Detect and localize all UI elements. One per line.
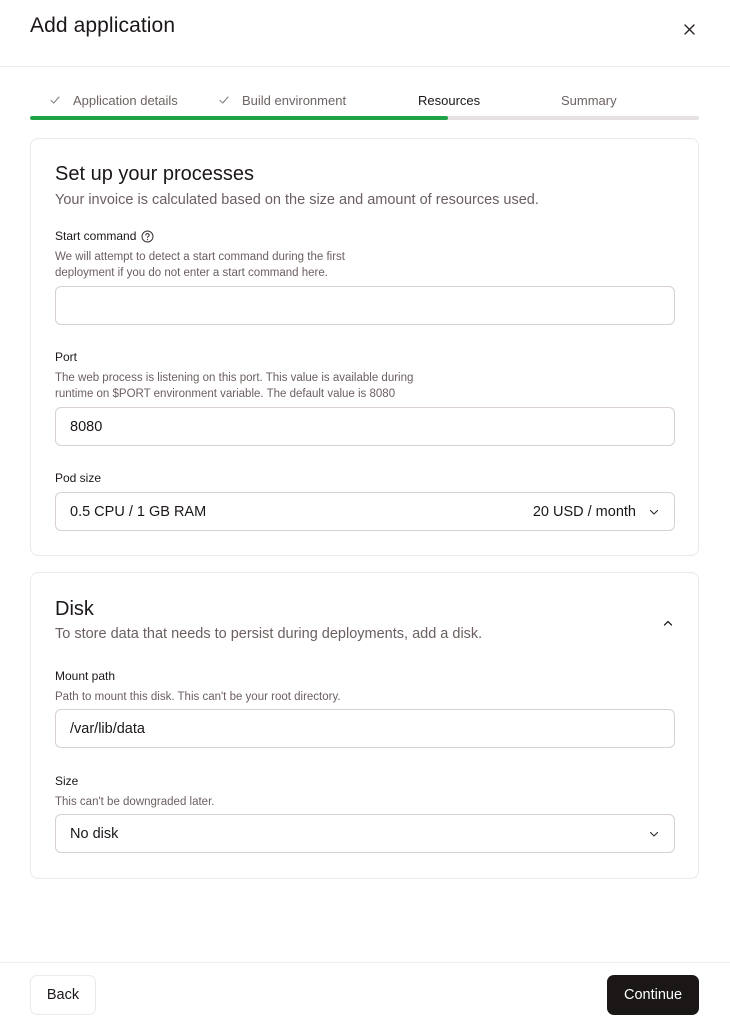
help-line: The web process is listening on this port. This value is available during	[55, 372, 414, 384]
start-command-input[interactable]	[70, 298, 660, 314]
step-progress-bar	[30, 116, 699, 120]
step-application-details[interactable]	[49, 88, 178, 112]
processes-card	[30, 138, 699, 556]
port-label: Port	[55, 350, 78, 364]
processes-title: Set up your processes	[55, 163, 254, 185]
pod-size-price: 20 USD / month	[532, 503, 636, 520]
step-summary	[561, 88, 617, 112]
disk-size-value: No disk	[70, 825, 119, 842]
size-label: Size	[55, 774, 79, 788]
close-button[interactable]	[678, 18, 700, 40]
step-label: Application details	[73, 92, 178, 108]
modal-header	[0, 0, 730, 67]
disk-subtitle: To store data that needs to persist during deployments, add a disk.	[55, 626, 483, 642]
chevron-up-icon	[662, 617, 674, 629]
start-command-label	[55, 229, 154, 243]
step-build-environment[interactable]	[218, 88, 346, 112]
port-help	[55, 370, 413, 402]
step-progress-fill	[30, 116, 448, 120]
help-line: We will attempt to detect a start command during the first	[55, 251, 345, 263]
start-command-help	[55, 249, 345, 281]
disk-title: Disk	[55, 598, 94, 620]
pod-size-select[interactable]	[55, 492, 675, 531]
pod-size-value: 0.5 CPU / 1 GB RAM	[70, 503, 207, 520]
disk-card	[30, 572, 699, 879]
disk-collapse-button[interactable]	[658, 613, 678, 633]
mount-path-help: Path to mount this disk. This can't be your root directory.	[55, 691, 341, 703]
step-label: Build environment	[242, 92, 347, 108]
check-icon	[49, 94, 61, 106]
back-button[interactable]: Back	[30, 975, 96, 1015]
question-circle-icon[interactable]	[141, 230, 154, 243]
step-label: Summary	[561, 92, 617, 108]
close-icon	[684, 24, 695, 35]
port-input[interactable]	[70, 419, 660, 435]
step-label: Resources	[418, 92, 481, 108]
help-line: runtime on $PORT environment variable. The default value is 8080	[55, 388, 396, 400]
chevron-down-icon	[648, 828, 660, 840]
disk-size-select[interactable]	[55, 814, 675, 853]
modal-title: Add application	[30, 14, 176, 37]
help-line: deployment if you do not enter a start command here.	[55, 267, 328, 279]
mount-path-field[interactable]	[55, 709, 675, 748]
processes-subtitle: Your invoice is calculated based on the size and amount of resources used.	[55, 192, 539, 208]
check-icon	[218, 94, 230, 106]
continue-button[interactable]: Continue	[607, 975, 699, 1015]
start-command-label-text: Start command	[55, 229, 137, 243]
step-resources	[418, 88, 480, 112]
mount-path-input[interactable]	[70, 721, 660, 737]
mount-path-label: Mount path	[55, 669, 116, 683]
stepper	[30, 88, 699, 112]
pod-size-label: Pod size	[55, 471, 102, 485]
size-help: This can't be downgraded later.	[55, 796, 215, 808]
chevron-down-icon	[648, 506, 660, 518]
start-command-field[interactable]	[55, 286, 675, 325]
port-field[interactable]	[55, 407, 675, 446]
modal-footer	[0, 962, 730, 1024]
